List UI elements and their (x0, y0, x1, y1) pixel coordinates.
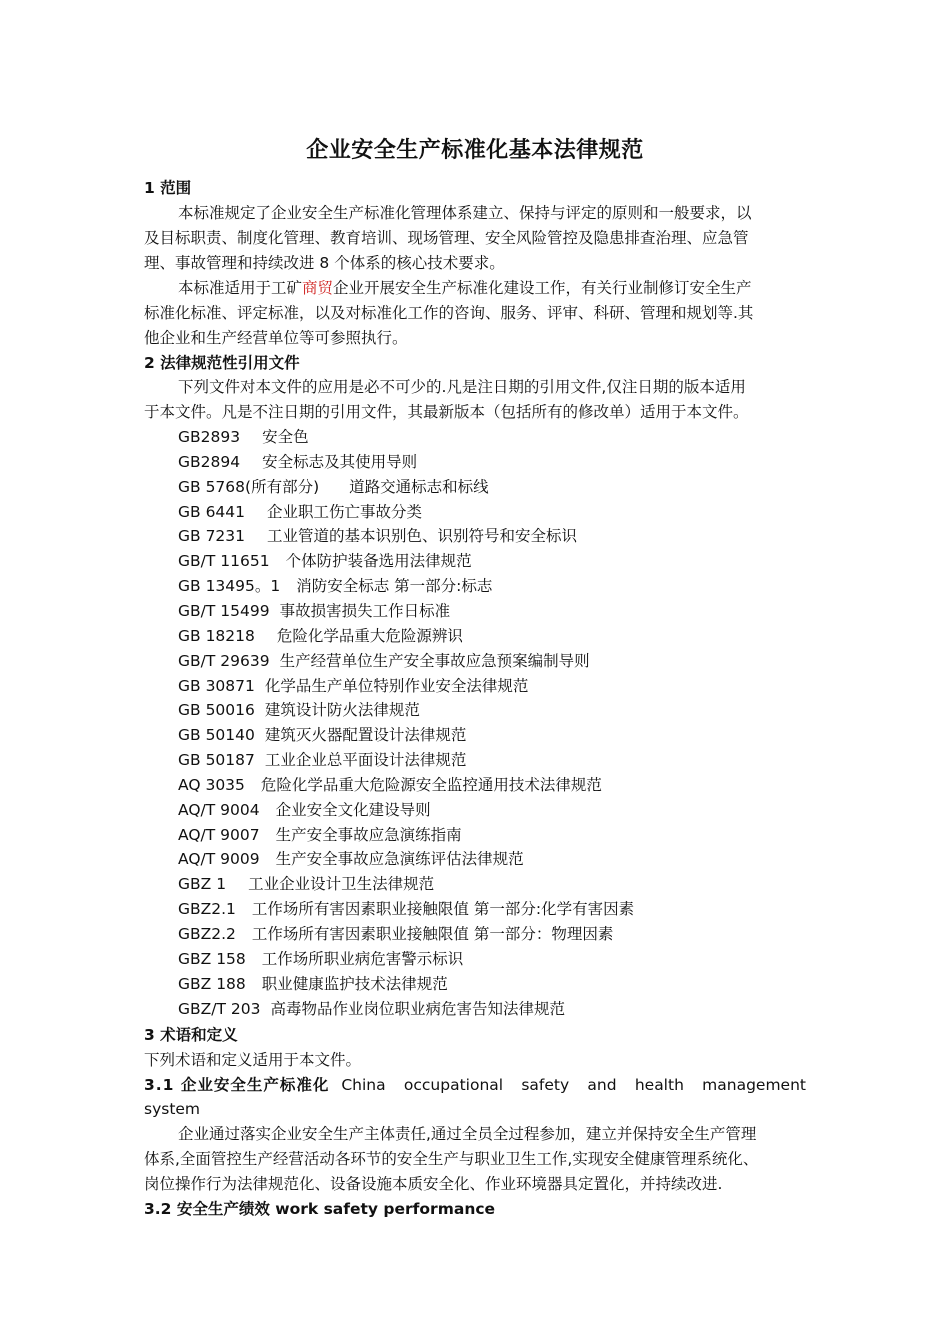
section-2-intro-line1: 下列文件对本文件的应用是必不可少的.凡是注日期的引用文件,仅注日期的版本适用 (178, 378, 746, 396)
section-3-intro: 下列术语和定义适用于本文件。 (144, 1051, 362, 1069)
section-1-para1-line1: 本标准规定了企业安全生产标准化管理体系建立、保持与评定的原则和一般要求，以 (178, 204, 752, 222)
reference-item (178, 651, 590, 671)
reference-item (178, 477, 489, 497)
reference-title: 道路交通标志和标线 (349, 477, 489, 496)
reference-title: 危险化学品重大危险源辨识 (276, 626, 463, 645)
term-en-word: management (702, 1076, 806, 1094)
reference-code: GB/T 15499 (178, 601, 270, 620)
reference-title: 个体防护装备选用法律规范 (285, 552, 472, 571)
reference-code: GBZ2.1 (178, 900, 236, 919)
section-3-heading: 3 术语和定义 (144, 1026, 238, 1044)
reference-item (178, 825, 462, 845)
reference-item (178, 502, 422, 522)
reference-code: GB2894 (178, 452, 241, 471)
term-3-1-line1 (144, 1075, 806, 1095)
reference-item (178, 576, 492, 596)
reference-code: GBZ/T 203 (178, 999, 261, 1018)
reference-code: GBZ2.2 (178, 925, 236, 943)
section-1-para2-line3: 他企业和生产经营单位等可参照执行。 (144, 329, 408, 347)
reference-code: AQ/T 9007 (178, 825, 260, 844)
reference-code: GB2893 (178, 428, 241, 446)
reference-title: 工业企业总平面设计法律规范 (264, 751, 467, 770)
section-1-heading: 1 范围 (144, 179, 192, 197)
para2-text-b: 企业开展安全生产标准化建设工作，有关行业制修订安全生产 (333, 279, 752, 297)
reference-item (178, 626, 463, 646)
reference-code: GB 30871 (178, 676, 255, 695)
reference-item (178, 949, 463, 969)
reference-item (178, 601, 450, 621)
reference-code: AQ 3035 (178, 775, 245, 794)
reference-code: GB 13495。1 (178, 577, 281, 596)
highlight-word: 商贸 (302, 279, 334, 297)
reference-title: 安全色 (262, 428, 309, 446)
reference-title: 高毒物品作业岗位职业病危害告知法律规范 (270, 999, 565, 1018)
reference-code: GB 50016 (178, 701, 255, 720)
section-2-heading: 2 法律规范性引用文件 (144, 354, 300, 372)
reference-item (178, 700, 420, 720)
reference-title: 消防安全标志 第一部分:标志 (296, 577, 493, 596)
section-1-para1-line3: 理、事故管理和持续改进 8 个体系的核心技术要求。 (144, 254, 505, 272)
reference-item (178, 974, 448, 994)
reference-item (178, 551, 472, 571)
reference-code: GB 50187 (178, 751, 255, 770)
reference-title: 企业职工伤亡事故分类 (267, 502, 423, 521)
reference-title: 事故损害损失工作日标准 (279, 601, 451, 620)
reference-code: GB 50140 (178, 726, 255, 745)
reference-item (178, 452, 417, 472)
reference-code: GBZ 158 (178, 949, 246, 968)
section-2-intro-line2: 于本文件。凡是不注日期的引用文件，其最新版本（包括所有的修改单）适用于本文件。 (144, 403, 749, 421)
reference-title: 企业安全文化建设导则 (275, 800, 431, 819)
reference-code: GB 7231 (178, 527, 246, 546)
reference-title: 生产经营单位生产安全事故应急预案编制导则 (279, 651, 590, 670)
term-3-1-def-line1: 企业通过落实企业安全生产主体责任,通过全员全过程参加，建立并保持安全生产管理 (178, 1125, 757, 1143)
reference-item (178, 800, 431, 820)
reference-title: 安全标志及其使用导则 (262, 452, 418, 471)
reference-title: 工作场所有害因素职业接触限值 第一部分：物理因素 (251, 925, 614, 943)
term-3-1-def-line2: 体系,全面管控生产经营活动各环节的安全生产与职业卫生工作,实现安全健康管理系统化、 (144, 1150, 759, 1168)
reference-title: 化学品生产单位特别作业安全法律规范 (264, 676, 529, 695)
section-1-para1-line2: 及目标职责、制度化管理、教育培训、现场管理、安全风险管控及隐患排查治理、应急管 (144, 229, 749, 247)
reference-title: 职业健康监护技术法律规范 (261, 974, 448, 993)
reference-code: AQ/T 9009 (178, 850, 260, 869)
reference-code: GB 6441 (178, 502, 246, 521)
para2-text-a: 本标准适用于工矿 (178, 279, 303, 297)
reference-item (178, 899, 634, 919)
reference-title: 生产安全事故应急演练指南 (275, 825, 462, 844)
reference-item (178, 725, 466, 745)
term-3-1-en (341, 1075, 806, 1095)
reference-code: GBZ 188 (178, 974, 246, 993)
reference-title: 生产安全事故应急演练评估法律规范 (275, 850, 524, 869)
reference-title: 危险化学品重大危险源安全监控通用技术法律规范 (260, 775, 602, 794)
section-1-para2-line1 (178, 278, 752, 298)
reference-code: GB/T 29639 (178, 651, 270, 670)
reference-code: AQ/T 9004 (178, 800, 260, 819)
reference-item (178, 526, 577, 546)
term-en-word: safety (521, 1076, 570, 1094)
reference-item (178, 750, 466, 770)
reference-title: 工业管道的基本识别色、识别符号和安全标识 (267, 527, 578, 546)
term-en-word: occupational (403, 1076, 504, 1094)
reference-code: GB/T 11651 (178, 552, 270, 571)
term-3-1-en-line2: system (144, 1100, 201, 1118)
reference-item (178, 924, 613, 944)
reference-item (178, 874, 434, 894)
term-3-2-heading: 3.2 安全生产绩效 work safety performance (144, 1200, 496, 1218)
document-title: 企业安全生产标准化基本法律规范 (306, 138, 644, 163)
reference-title: 建筑灭火器配置设计法律规范 (264, 726, 467, 745)
term-3-1-zh: 3.1 企业安全生产标准化 (144, 1076, 330, 1094)
reference-item (178, 676, 528, 696)
reference-title: 工作场所职业病危害警示标识 (261, 949, 464, 968)
reference-code: GB 5768(所有部分) (178, 477, 320, 496)
reference-code: GB 18218 (178, 626, 255, 645)
reference-item (178, 775, 602, 795)
section-1-para2-line2: 标准化标准、评定标准，以及对标准化工作的咨询、服务、评审、科研、管理和规划等.其 (144, 304, 754, 322)
term-en-word: and (587, 1076, 617, 1094)
reference-item (178, 849, 524, 869)
reference-item (178, 427, 309, 447)
reference-item (178, 999, 565, 1019)
term-3-1-def-line3: 岗位操作行为法律规范化、设备设施本质安全化、作业环境器具定置化，并持续改进. (144, 1175, 723, 1193)
reference-title: 工业企业设计卫生法律规范 (248, 875, 435, 894)
reference-title: 建筑设计防火法律规范 (264, 701, 420, 720)
term-en-word: health (634, 1076, 684, 1094)
reference-title: 工作场所有害因素职业接触限值 第一部分:化学有害因素 (251, 900, 635, 919)
reference-code: GBZ 1 (178, 875, 227, 894)
term-en-word: China (341, 1076, 386, 1094)
